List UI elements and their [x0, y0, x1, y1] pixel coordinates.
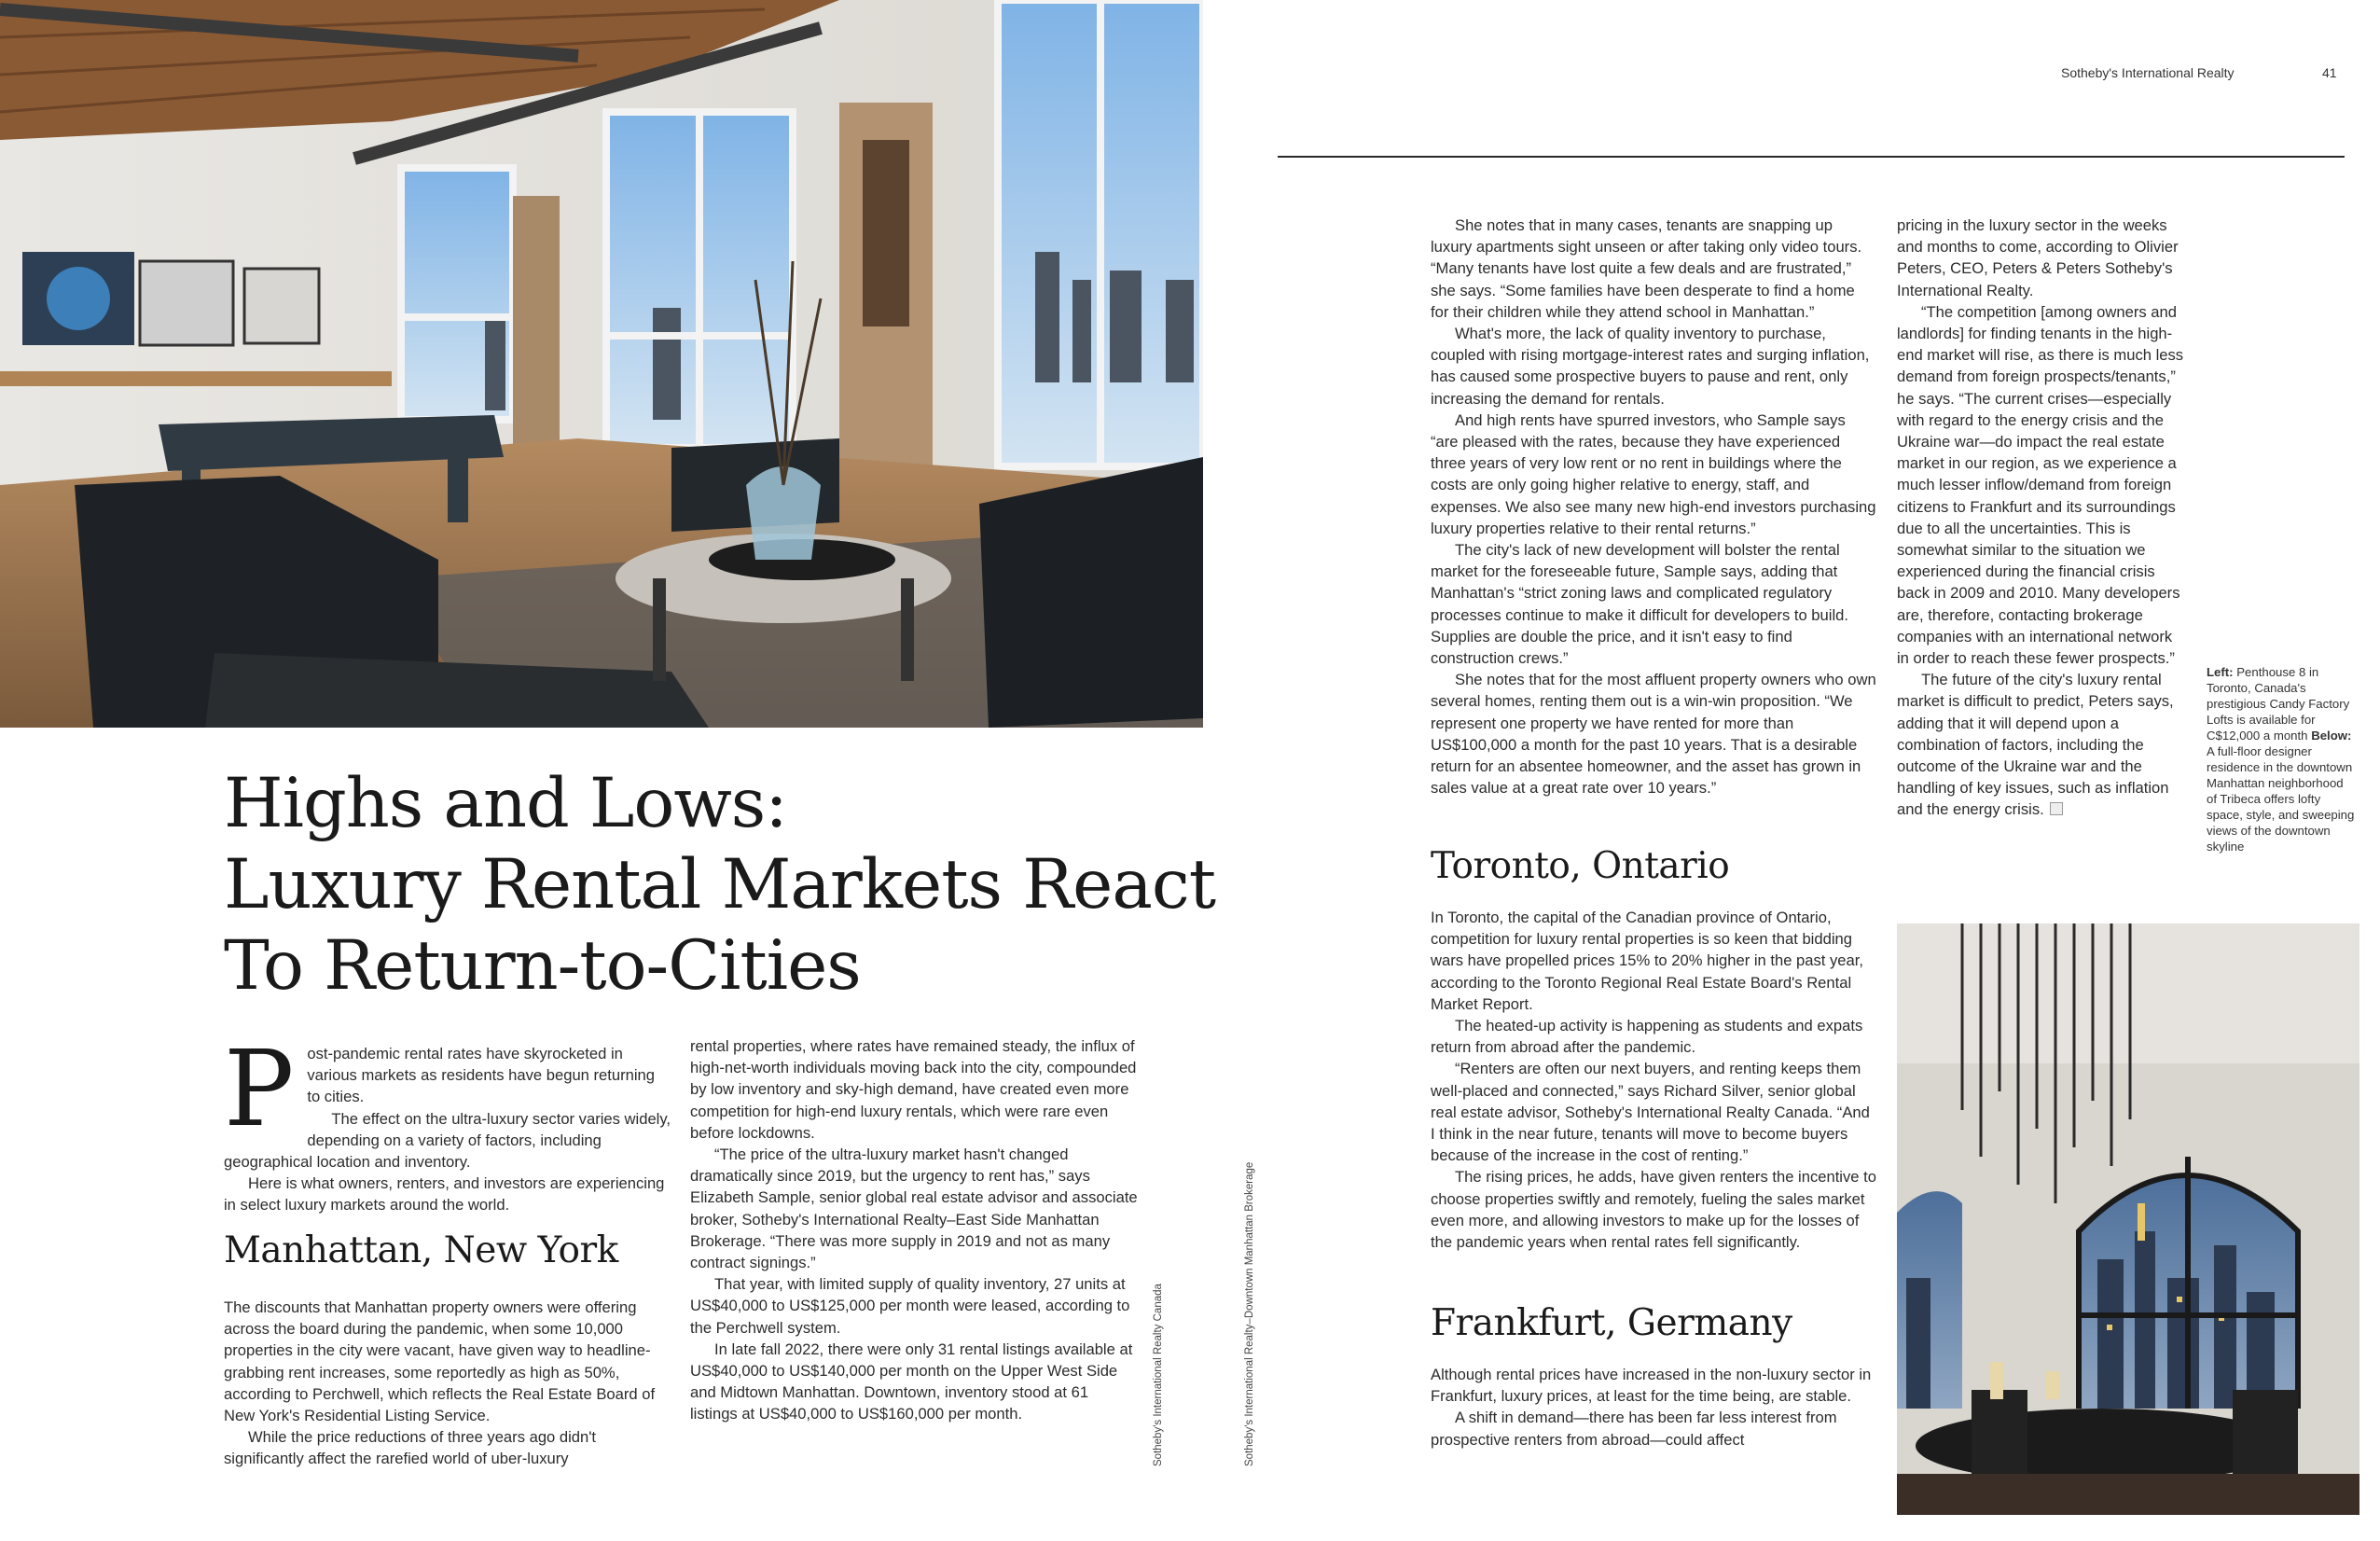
caption-left-label: Left: [2207, 665, 2234, 679]
column-4-paragraph-1: pricing in the luxury sector in the weeks and months to come, according to Olivier Peters, CEO, Peters & Peters Sotheby's International Realty. [1897, 216, 2179, 299]
headline-line-1: Highs and Lows: [224, 764, 787, 843]
frankfurt-paragraph-2: A shift in demand—there has been far less interest from prospective renters from abroad—could affect [1431, 1409, 1837, 1449]
photo-credit-manhattan: Sotheby's International Realty–Downtown Manhattan Brokerage [1244, 1161, 1255, 1466]
caption-below-text: A full-floor designer residence in the downtown Manhattan neighborhood of Tribeca offers lofty space, style, and sweeping views of the downtown skyline [2207, 744, 2355, 854]
section-heading-frankfurt: Frankfurt, Germany [1431, 1302, 1792, 1344]
column-3 [1431, 215, 1876, 798]
toronto-paragraph-1: In Toronto, the capital of the Canadian province of Ontario, competition for luxury rental properties is so keen that bidding wars have propelled prices 15% to 20% higher in the past year, according to the Toronto Regional Real Estate Board's Rental Market Report. [1431, 909, 1863, 1013]
column-4-paragraph-2: “The competition [among owners and landlords] for finding tenants in the high-end market will rise, as there is much less demand from foreign prospects/tenants,” he says. “The current crises—especially with regard to the energy crisis and the Ukraine war—do impact the real estate market in our region, as we experience a much lesser inflow/demand from foreign citizens to Frankfurt and its surroundings due to all the uncertainties. This is somewhat similar to the situation we experienced during the financial crisis back in 2009 and 2010. Many developers are, therefore, contacting brokerage companies with an international network in order to reach these fewer prospects.” [1897, 302, 2184, 668]
column-2-paragraph-3: That year, with limited supply of quality inventory, 27 units at US$40,000 to US$125,000 per month were leased, according to the Perchwell system. [690, 1275, 1130, 1337]
running-header-publication: Sotheby's International Realty [2061, 65, 2235, 80]
column-2-paragraph-1: rental properties, where rates have remained steady, the influx of high-net-worth individuals moving back into the city, compounded by low inventory and sky-high demand, have created even more competition for high-end luxury rentals, which were rare even before lockdowns. [690, 1037, 1137, 1142]
frankfurt-paragraph-1: Although rental prices have increased in the non-luxury sector in Frankfurt, luxury prices, at least for the time being, are stable. [1431, 1366, 1872, 1406]
column-3-paragraph-2: What's more, the lack of quality inventory to purchase, coupled with rising mortgage-interest rates and surging inflation, has caused some prospective buyers to pause and rent, only increasing the demand for rentals. [1431, 325, 1870, 408]
column-3-paragraph-3: And high rents have spurred investors, who Sample says “are pleased with the rates, because they have experienced three years of very low rent or no rent in buildings where the costs are only going higher relative to energy, staff, and expenses. We also see many new high-end investors purchasing luxury properties relative to their rental returns.” [1431, 410, 1876, 537]
photo-credit-canada: Sotheby's International Realty Canada [1153, 1284, 1164, 1466]
section-heading-toronto: Toronto, Ontario [1431, 845, 1730, 887]
column-3-paragraph-4: The city's lack of new development will bolster the rental market for the foreseeable future, Sample says, adding that Manhattan's “strict zoning laws and complicated regulatory processes continue to make it difficult for developers to build. Supplies are double the price, and it isn't easy to find construction crews.” [1431, 541, 1848, 668]
toronto-column [1431, 907, 1876, 1253]
manhattan-paragraph-1: The discounts that Manhattan property owners were offering across the board during the pandemic, when some 10,000 properties in the city were vacant, have given way to headline-grabbing rent increases, some reportedly as high as 50%, according to Perchwell, which reflects the Real Estate Board of New York's Residential Listing Service. [224, 1298, 656, 1425]
intro-column [224, 1029, 671, 1216]
headline-line-2: Luxury Rental Markets React [224, 845, 1216, 924]
column-3-paragraph-5: She notes that for the most affluent property owners who own several homes, renting them out is a win-win proposition. “We represent one property we have rented for more than US$100,000 a month for the past 10 years. That is a desirable return for an absentee homeowner, and the asset has grown in sales value at a great rate over 10 years.” [1431, 671, 1876, 798]
toronto-paragraph-4: The rising prices, he adds, have given renters the incentive to choose properties swiftly and remotely, fueling the sales market even more, and allowing investors to make up for the losses of the pandemic years when rental rates fell significantly. [1431, 1168, 1876, 1252]
column-2 [690, 1035, 1138, 1425]
column-4-paragraph-3-text: The future of the city's luxury rental market is difficult to predict, Peters says, adding that it will depend upon a combination of factors, including the outcome of the Ukraine war and the handling of key issues, such as inflation and the energy crisis. [1897, 671, 2174, 819]
intro-paragraph-3: Here is what owners, renters, and investors are experiencing in select luxury markets around the world. [224, 1174, 665, 1215]
tribeca-residence-photo [1897, 923, 2359, 1515]
photo-caption [2207, 664, 2356, 854]
column-2-paragraph-4: In late fall 2022, there were only 31 rental listings available at US$40,000 to US$140,000 per month on the Upper West Side and Midtown Manhattan. Downtown, inventory stood at 61 listings at US$40,000 to US$160,000 per month. [690, 1340, 1133, 1423]
caption-below-label: Below: [2311, 729, 2352, 743]
column-3-paragraph-1: She notes that in many cases, tenants are snapping up luxury apartments sight unseen or after taking only video tours. “Many tenants have lost quite a few deals and are frustrated,” she says. “Some families have been desperate to find a home for their children while they attend school in Manhattan.” [1431, 216, 1862, 321]
intro-paragraph-1: ost-pandemic rental rates have skyrocketed in various markets as residents have begun returning to cities. [307, 1045, 655, 1106]
column-4 [1897, 215, 2188, 821]
manhattan-paragraph-2: While the price reductions of three years ago didn't significantly affect the rarefied world of uber-luxury [224, 1428, 597, 1468]
toronto-paragraph-3: “Renters are often our next buyers, and renting keeps them well-placed and connected,” says Richard Silver, senior global real estate advisor, Sotheby's International Realty Canada. “And I think in the near future, tenants will move to become buyers because of the increase in the cost of renting.” [1431, 1060, 1870, 1165]
caption-left-text: Penthouse 8 in Toronto, Canada's prestigious Candy Factory Lofts is available for C$12,000 a month [2207, 665, 2350, 743]
intro-paragraph-2: The effect on the ultra-luxury sector varies widely, depending on a variety of factors, including geographical location and inventory. [224, 1109, 671, 1172]
headline-line-3: To Return-to-Cities [224, 926, 861, 1006]
drop-cap: P [224, 1029, 295, 1150]
page-number: 41 [2322, 65, 2337, 80]
loft-living-room-photo [0, 0, 1203, 728]
article-headline [224, 763, 1216, 1007]
column-4-paragraph-3 [1897, 669, 2188, 820]
header-rule [1278, 156, 2345, 158]
manhattan-column [224, 1297, 671, 1470]
column-2-paragraph-2: “The price of the ultra-luxury market hasn't changed dramatically since 2019, but the urgency to rent has,” says Elizabeth Sample, senior global real estate advisor and associate broker, Sotheby's International Realty–East Side Manhattan Brokerage. “There was more supply in 2019 and not as many contract signings.” [690, 1145, 1138, 1272]
end-of-article-mark [2050, 802, 2063, 815]
toronto-paragraph-2: The heated-up activity is happening as students and expats return from abroad after the pandemic. [1431, 1017, 1863, 1057]
section-heading-manhattan: Manhattan, New York [224, 1229, 618, 1271]
frankfurt-column [1431, 1364, 1876, 1451]
